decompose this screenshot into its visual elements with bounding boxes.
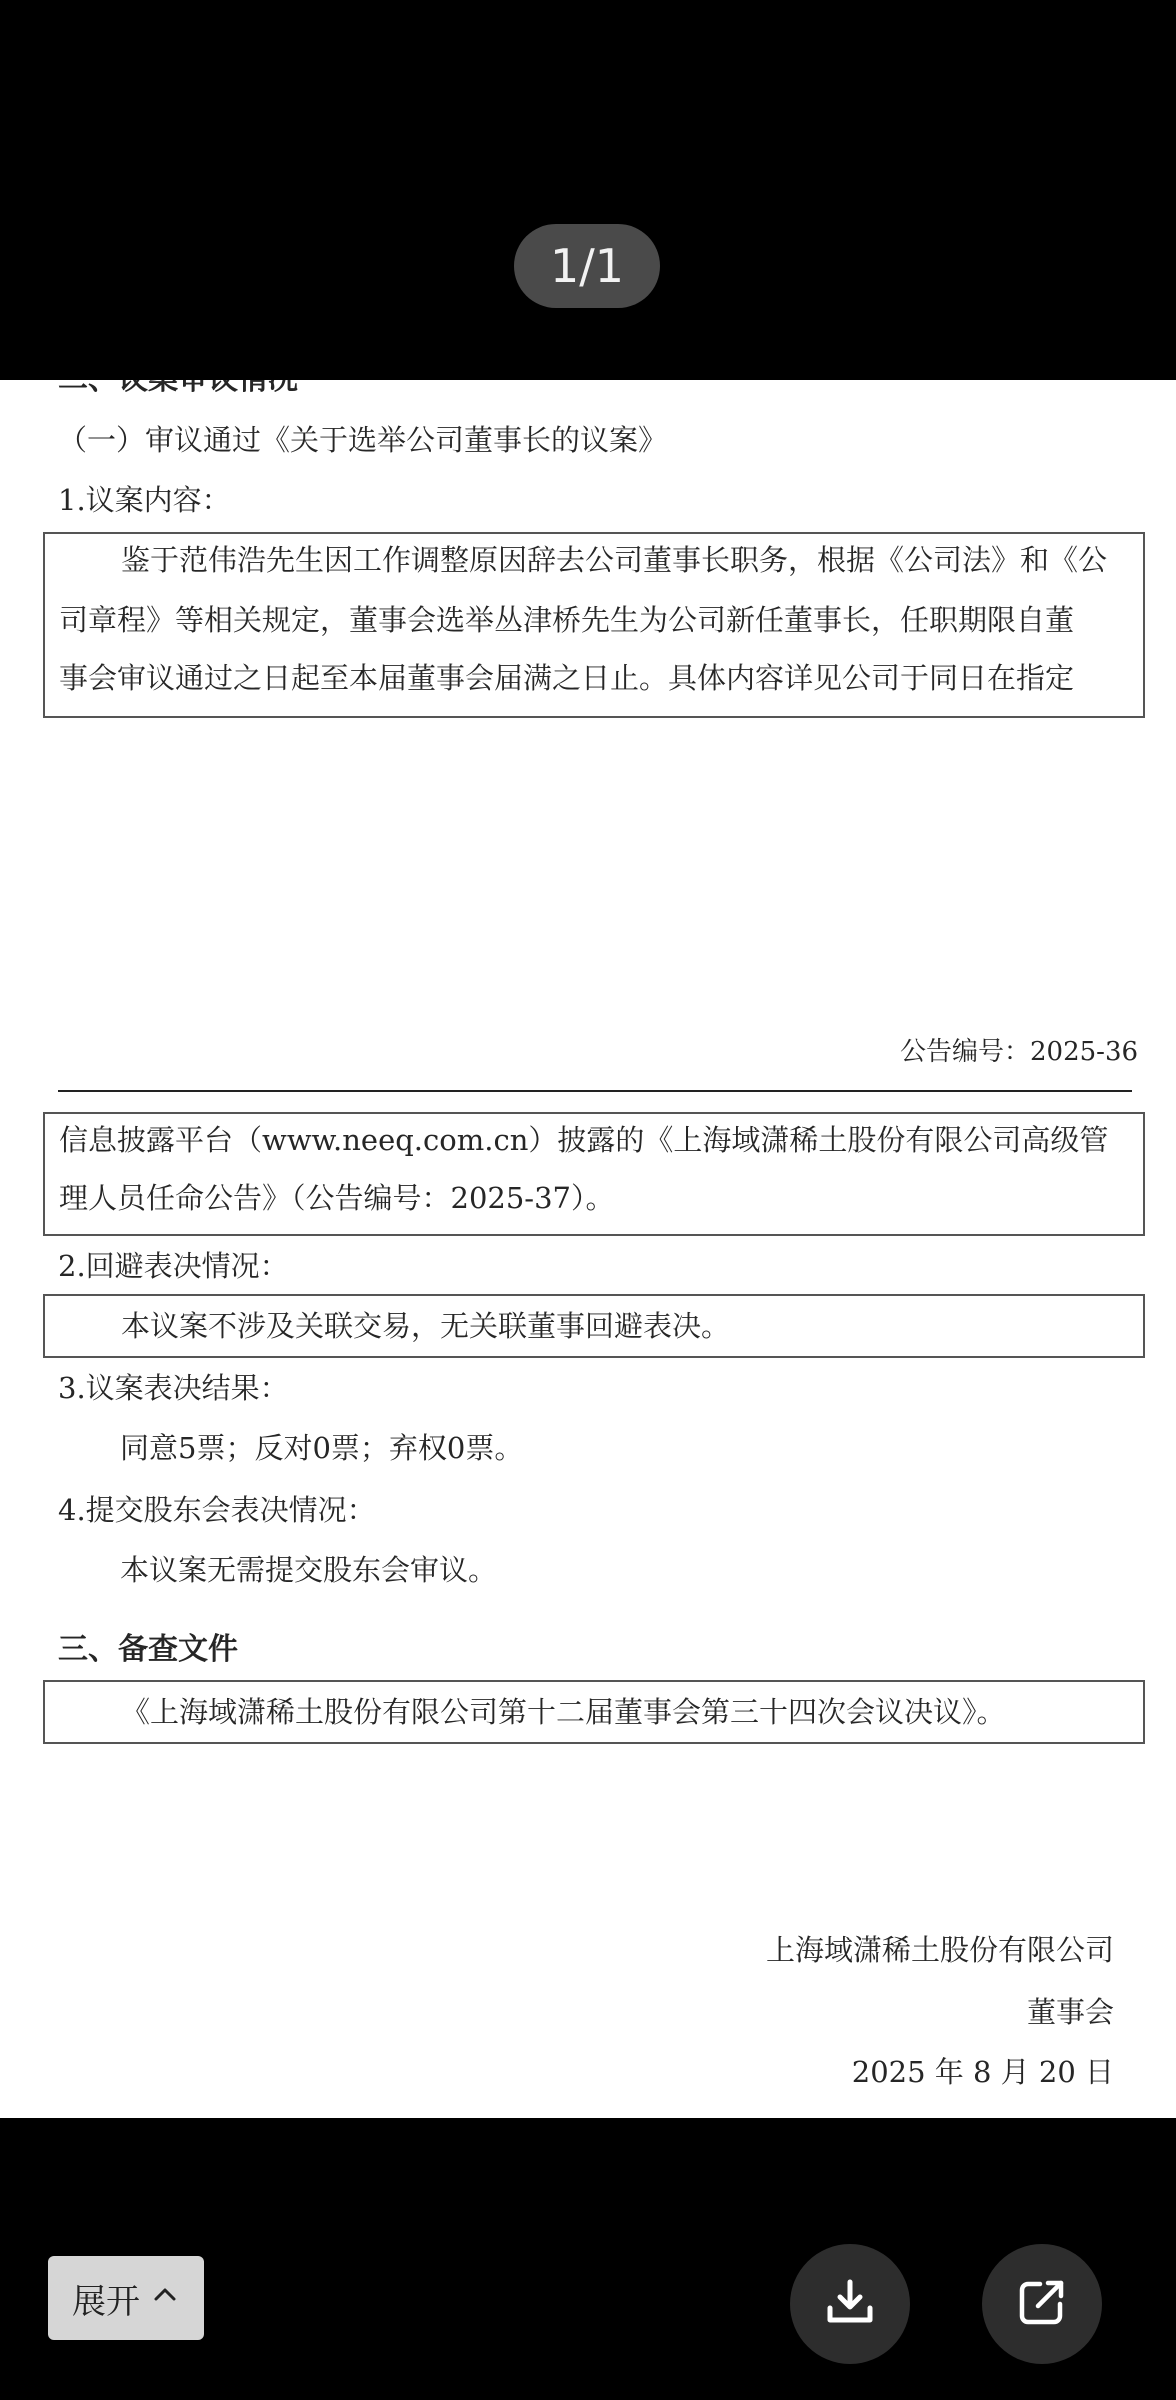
share-icon <box>1014 2274 1070 2334</box>
download-icon <box>822 2274 878 2334</box>
page-indicator: 1/1 <box>514 224 660 308</box>
continued-line-2: 理人员任命公告》（公告编号：2025-37）。 <box>59 1181 615 1215</box>
content-line-2: 司章程》等相关规定，董事会选举丛津桥先生为公司新任董事长，任职期限自董 <box>59 603 1075 637</box>
header-rule <box>58 1090 1132 1092</box>
avoid-label: 2.回避表决情况： <box>58 1249 289 1283</box>
continued-line-1: 信息披露平台（www.neeq.com.cn）披露的《上海域潇稀土股份有限公司高级管 <box>59 1123 1109 1157</box>
announcement-number: 公告编号：2025-36 <box>900 1037 1139 1067</box>
content-line-3: 事会审议通过之日起至本届董事会届满之日止。具体内容详见公司于同日在指定 <box>59 661 1075 695</box>
reference-box <box>43 1680 1145 1744</box>
vote-label: 3.议案表决结果： <box>58 1371 289 1405</box>
signature-date: 2025 年 8 月 20 日 <box>851 2055 1114 2089</box>
shareholder-text: 本议案无需提交股东会审议。 <box>120 1553 498 1587</box>
item-1-title: （一）审议通过《关于选举公司董事长的议案》 <box>58 423 668 457</box>
content-label: 1.议案内容： <box>58 483 231 517</box>
avoid-text: 本议案不涉及关联交易，无关联董事回避表决。 <box>121 1309 731 1343</box>
vote-result: 同意5票；反对0票；弃权0票。 <box>120 1431 524 1465</box>
section-3-title: 三、备查文件 <box>58 1632 238 1667</box>
avoid-box <box>43 1294 1145 1358</box>
chevron-up-icon <box>150 2278 180 2318</box>
document-page <box>0 380 1176 2118</box>
share-button[interactable] <box>982 2244 1102 2364</box>
expand-label: 展开 <box>72 2281 140 2322</box>
content-line-1: 鉴于范伟浩先生因工作调整原因辞去公司董事长职务，根据《公司法》和《公 <box>121 543 1108 577</box>
shareholder-label: 4.提交股东会表决情况： <box>58 1493 376 1527</box>
download-button[interactable] <box>790 2244 910 2364</box>
signature-company: 上海域潇稀土股份有限公司 <box>765 1933 1114 1967</box>
reference-doc: 《上海域潇稀土股份有限公司第十二届董事会第三十四次会议决议》。 <box>121 1695 1006 1729</box>
content-box <box>43 532 1145 718</box>
expand-button[interactable] <box>48 2256 204 2340</box>
continued-content-box <box>43 1112 1145 1236</box>
viewer-top-bar <box>0 0 1176 380</box>
signature-board: 董事会 <box>1026 1995 1114 2029</box>
